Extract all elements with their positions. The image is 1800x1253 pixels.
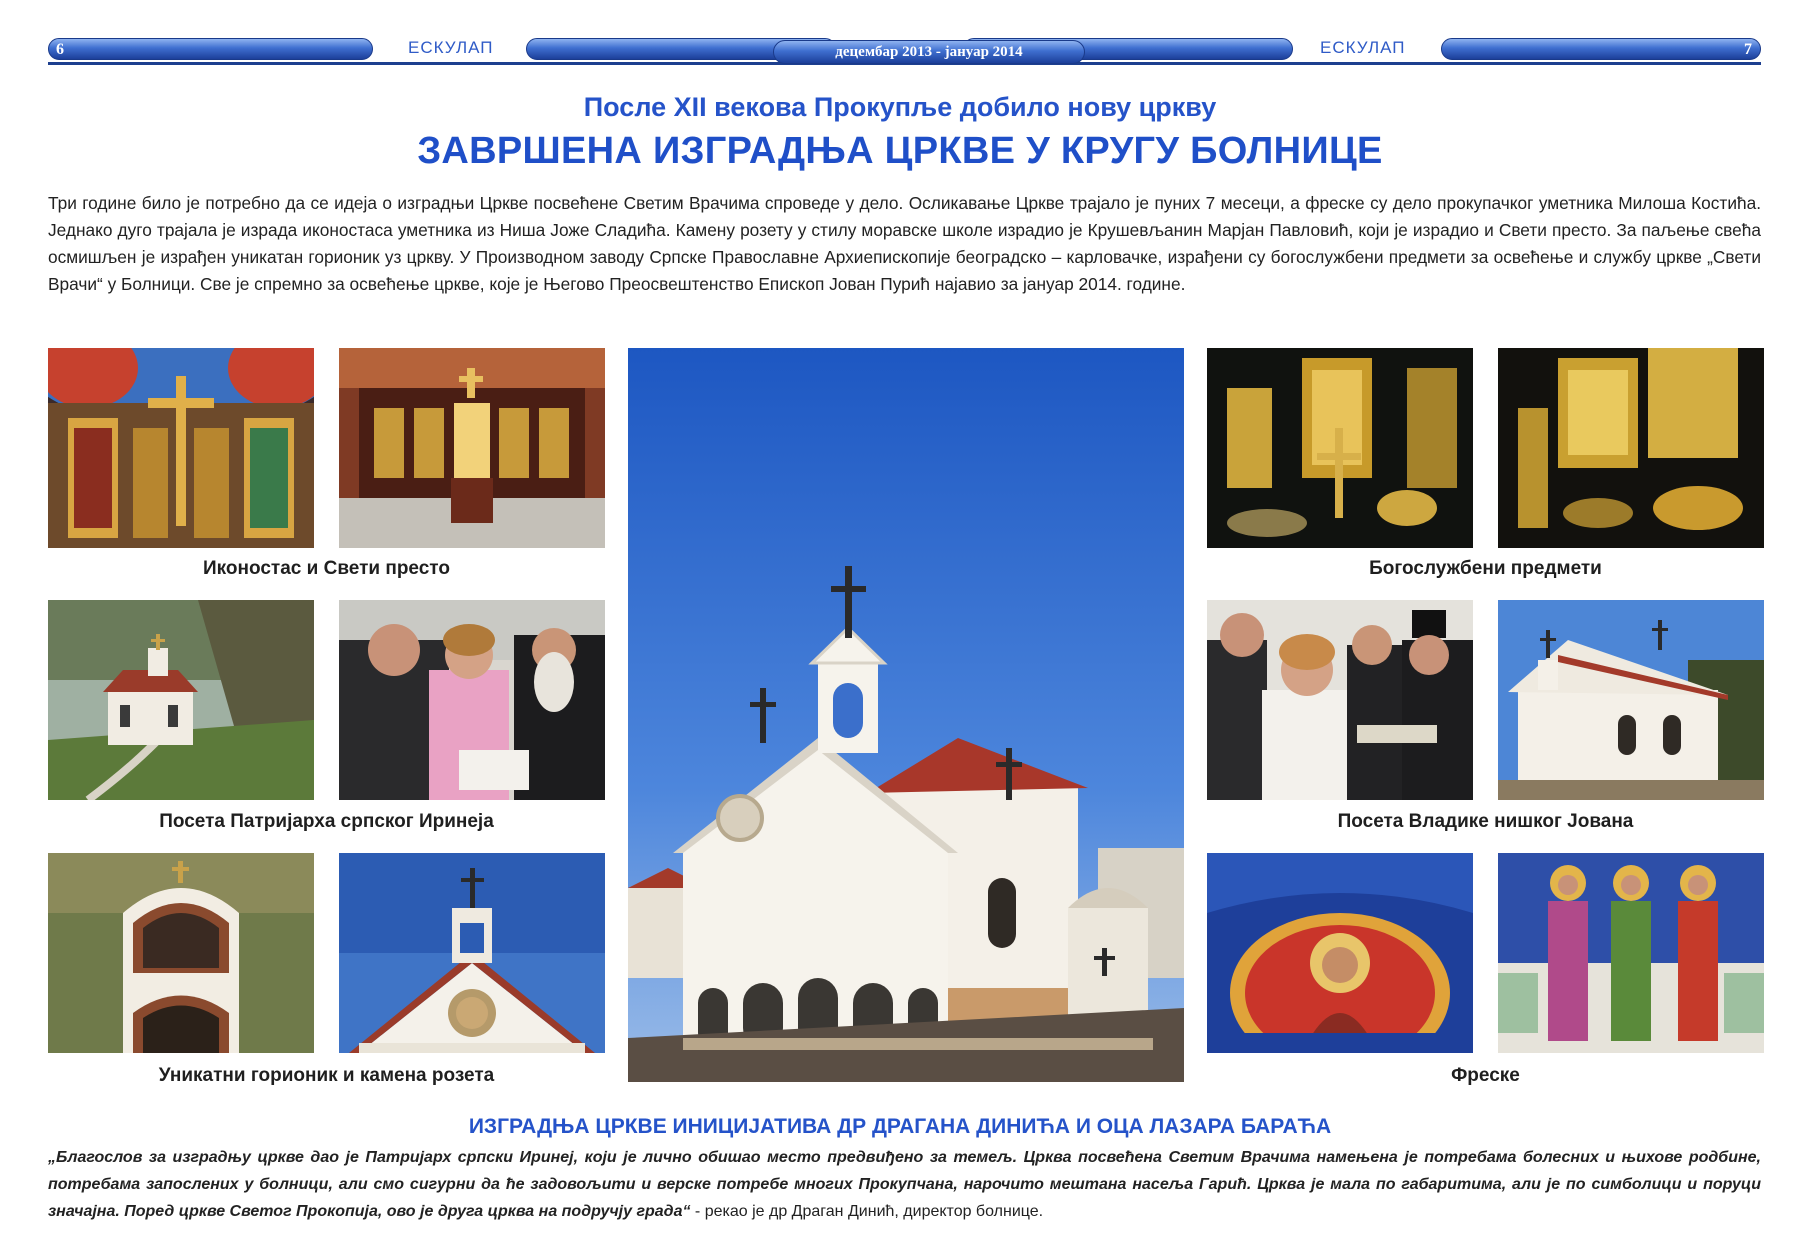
- photo-iconostasis-fresco: [48, 348, 314, 548]
- magazine-name-left: ЕСКУЛАП: [408, 38, 494, 57]
- header-bar-right: [1441, 38, 1761, 60]
- header-bar-left: [48, 38, 373, 60]
- photo-fresco-saints: [1498, 853, 1764, 1053]
- photo-stone-rosette: [339, 853, 605, 1053]
- photo-church-side: [1498, 600, 1764, 800]
- caption-iconostasis: Иконостас и Свети престо: [203, 558, 450, 579]
- photo-liturgical-items-2: [1498, 348, 1764, 548]
- photo-church-main: [628, 348, 1184, 1082]
- page-number-left: 6: [56, 41, 64, 58]
- date-badge: [773, 40, 1085, 64]
- photo-patriarch-visit: [339, 600, 605, 800]
- director-quote: [48, 1144, 1761, 1225]
- bottom-subtitle: ИЗГРАДЊА ЦРКВЕ ИНИЦИЈАТИВА ДР ДРАГАНА ДИНИЋА И ОЦА ЛАЗАРА БАРАЋА: [468, 1115, 1332, 1138]
- photo-bishop-visit: [1207, 600, 1473, 800]
- caption-bishop-visit: Посета Владике нишког Јована: [1337, 811, 1634, 832]
- issue-date: децембар 2013 - јануар 2014: [835, 44, 1023, 60]
- article-intro: Три године било је потребно да се идеја о изградњи Цркве посвећене Светим Врачима спроведе у дело. Осликавање Цркве трајало је пуних 7 месеци, а фреске су дело прокупачког уметника Милоша Костића. Једнако дуго трајала је израда иконостаса уметника из Ниша Јоже Сладића. Камену розету у стилу моравске школе израдио је Крушевљанин Марјан Павловић, који је израдио и Свети престо. За паљење свећа осмишљен је израђен уникатан горионик уз цркву. У Производном заводу Српске Православне Архиепископије београдско – карловачке, израђени су богослужбени предмети за освећење и службу цркве „Свети Врачи“ у Болници. Све је спремно за освећење цркве, које је Његово Преосвештенство Епископ Јован Пурић најавио за јануар 2014. године.: [48, 193, 1761, 294]
- caption-frescoes: Фреске: [1451, 1065, 1520, 1086]
- magazine-name-right: ЕСКУЛАП: [1320, 38, 1406, 57]
- article-title: ЗАВРШЕНА ИЗГРАДЊА ЦРКВЕ У КРУГУ БОЛНИЦЕ: [417, 130, 1383, 172]
- photo-fresco-christ: [1207, 853, 1473, 1053]
- quote-attribution: - рекао је др Драган Динић, директор болнице.: [690, 1203, 1044, 1220]
- caption-patriarch-visit: Посета Патријарха српског Иринеја: [159, 811, 494, 832]
- quote-text: „Благослов за изградњу цркве дао је Патријарх српски Иринеј, који је лично обишао место предвиђено за темељ. Црква посвећена Светим Врачима намењена је потребама болесних и њихове родбине, потребама запослених у болници, али смо сигурни да ће задовољити и верске потребе многих Прокупчана, нарочито мештана насеља Гарић. Црква је мала по габаритима, али је по симболици и поруци значајна. Поред цркве Светог Прокопија, ово је друга црква на подручју града“: [48, 1149, 1761, 1220]
- photo-candle-burner: [48, 853, 314, 1053]
- page-number-right: 7: [1744, 41, 1752, 58]
- caption-candle-burner: Уникатни горионик и камена розета: [158, 1065, 495, 1086]
- page-header: [48, 38, 1761, 68]
- photo-liturgical-items-1: [1207, 348, 1473, 548]
- caption-liturgical-items: Богослужбени предмети: [1369, 558, 1602, 579]
- photo-church-hillside: [48, 600, 314, 800]
- article-kicker: После XII векова Прокупље добило нову цркву: [583, 92, 1217, 122]
- photo-altar-interior: [339, 348, 605, 548]
